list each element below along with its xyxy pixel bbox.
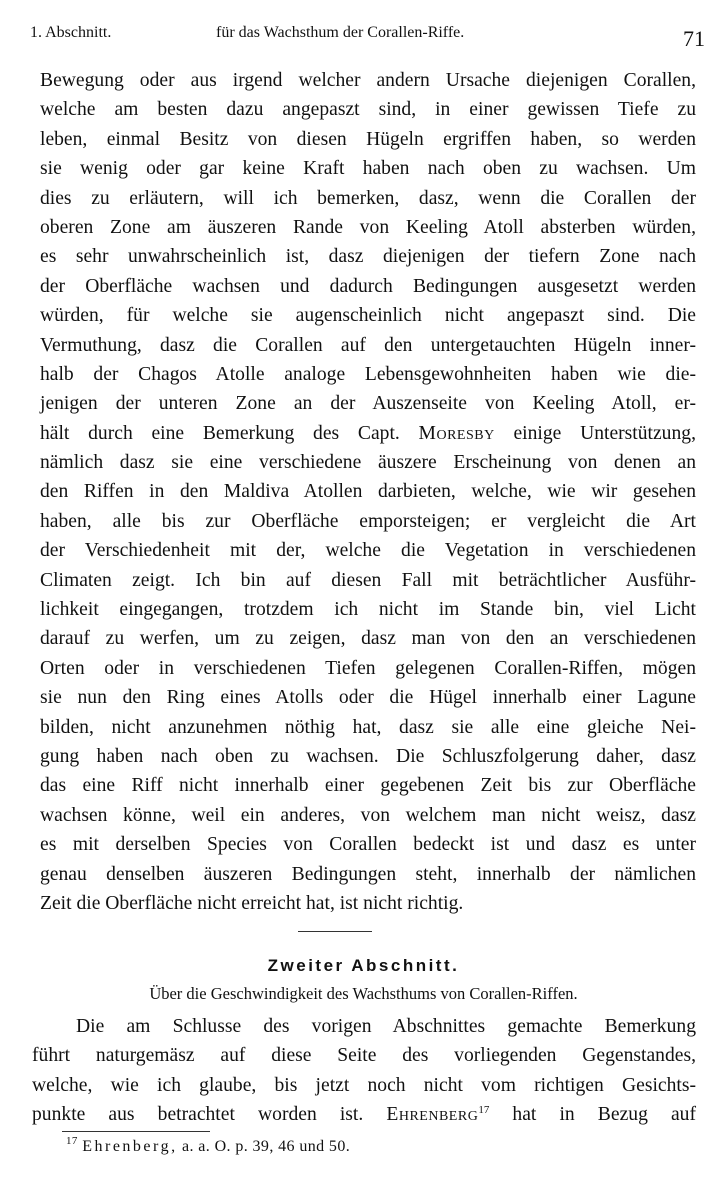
text-line: der Verschiedenheit mit der, welche die Vegetation in verschiedenen <box>40 540 696 562</box>
text-line: das eine Riff nicht innerhalb einer gegebenen Zeit bis zur Oberfläche <box>40 775 696 797</box>
text-line: Die am Schlusse des vorigen Abschnittes gemachte Bemerkung <box>76 1016 696 1037</box>
text-line: haben, alle bis zur Oberfläche emporsteigen; er vergleicht die Art <box>40 510 696 532</box>
text-line: Zeit die Oberfläche nicht erreicht hat, ist nicht richtig. <box>40 892 464 914</box>
text-line: führt naturgemäsz auf diese Seite des vorliegenden Gegenstandes, <box>32 1045 696 1067</box>
text-line: halb der Chagos Atolle analoge Lebensgewohnheiten haben wie die- <box>40 363 696 385</box>
running-head-title: für das Wachsthum der Corallen-Riffe. <box>216 24 465 41</box>
text-line: genau denselben äuszeren Bedingungen steht, innerhalb der nämlichen <box>40 863 696 885</box>
text-line: Climaten zeigt. Ich bin auf diesen Fall mit beträchtlicher Ausführ- <box>40 569 696 591</box>
text-line: den Riffen in den Maldiva Atollen darbieten, welche, wie wir gesehen <box>40 481 696 503</box>
author-name: Ehrenberg <box>386 1104 479 1126</box>
running-head <box>30 22 709 52</box>
text-line: oberen Zone am äuszeren Rande von Keeling Atoll absterben würden, <box>40 216 696 238</box>
text-line: nämlich dasz sie eine verschiedene äuszere Erscheinung von denen an <box>40 452 696 474</box>
footnote-author: Ehrenberg, <box>82 1138 178 1155</box>
text-line: es mit derselben Species von Corallen bedeckt ist und dasz es unter <box>40 834 696 856</box>
section-subtitle: Über die Geschwindigkeit des Wachsthums von Corallen-Riffen. <box>149 984 578 1003</box>
text-line: wachsen könne, weil ein anderes, von welchem man nicht weisz, dasz <box>40 804 696 826</box>
text-line: welche am besten dazu angepaszt sind, in einer gewissen Tiefe zu <box>40 99 696 121</box>
text-fragment: punkte aus betrachtet worden ist. <box>32 1104 387 1126</box>
paragraph-2 <box>32 1012 696 1130</box>
page-number: 71 <box>683 26 705 51</box>
text-fragment: hat in Bezug auf <box>489 1104 696 1126</box>
text-line: sie nun den Ring eines Atolls oder die Hügel innerhalb einer Lagune <box>40 687 696 709</box>
text-line: dies zu erläutern, will ich bemerken, dasz, wenn die Corallen der <box>40 187 696 209</box>
section-heading: Zweiter Abschnitt. <box>267 956 460 975</box>
text-line: es sehr unwahrscheinlich ist, dasz diejenigen der tiefern Zone nach <box>40 246 696 268</box>
text-line: sie wenig oder gar keine Kraft haben nach oben zu wachsen. Um <box>40 158 696 180</box>
text-line: leben, einmal Besitz von diesen Hügeln ergriffen haben, so werden <box>40 128 696 150</box>
text-line: gung haben nach oben zu wachsen. Die Schluszfolgerung daher, dasz <box>40 745 696 767</box>
text-line: Orten oder in verschiedenen Tiefen gelegenen Corallen-Riffen, mögen <box>40 657 696 679</box>
text-line: würden, für welche sie augenscheinlich nicht angepaszt sind. Die <box>40 305 696 327</box>
text-line: lichkeit eingegangen, trotzdem ich nicht im Stande bin, viel Licht <box>40 599 696 621</box>
text-fragment: hält durch eine Bemerkung des Capt. <box>40 422 419 444</box>
footnote-reference[interactable]: 17 <box>478 1104 490 1117</box>
footnote-text: a. a. O. p. 39, 46 und 50. <box>177 1138 351 1155</box>
section-separator-rule <box>298 931 372 932</box>
text-line: jenigen der unteren Zone an der Auszenseite von Keeling Atoll, er- <box>40 393 696 415</box>
text-line: bilden, nicht anzunehmen nöthig hat, dasz sie alle eine gleiche Nei- <box>40 716 696 738</box>
text-line: welche, wie ich glaube, bis jetzt noch nicht vom richtigen Gesichts- <box>32 1074 696 1096</box>
text-line: Bewegung oder aus irgend welcher andern Ursache diejenigen Corallen, <box>40 70 696 91</box>
text-fragment: einige Unterstützung, <box>494 422 696 444</box>
text-line <box>40 419 696 448</box>
text-line <box>32 1100 696 1129</box>
author-name: Moresby <box>418 422 495 444</box>
text-line: der Oberfläche wachsen und dadurch Bedingungen ausgesetzt werden <box>40 275 696 297</box>
paragraph-1 <box>40 66 696 918</box>
running-head-section: 1. Abschnitt. <box>30 24 112 41</box>
footnote-marker: 17 <box>66 1135 78 1147</box>
footnote-rule <box>62 1131 210 1132</box>
text-line: darauf zu werfen, um zu zeigen, dasz man von den an verschiedenen <box>40 628 696 650</box>
text-line: Vermuthung, dasz die Corallen auf den untergetauchten Hügeln inner- <box>40 334 696 356</box>
footnote <box>66 1135 351 1156</box>
